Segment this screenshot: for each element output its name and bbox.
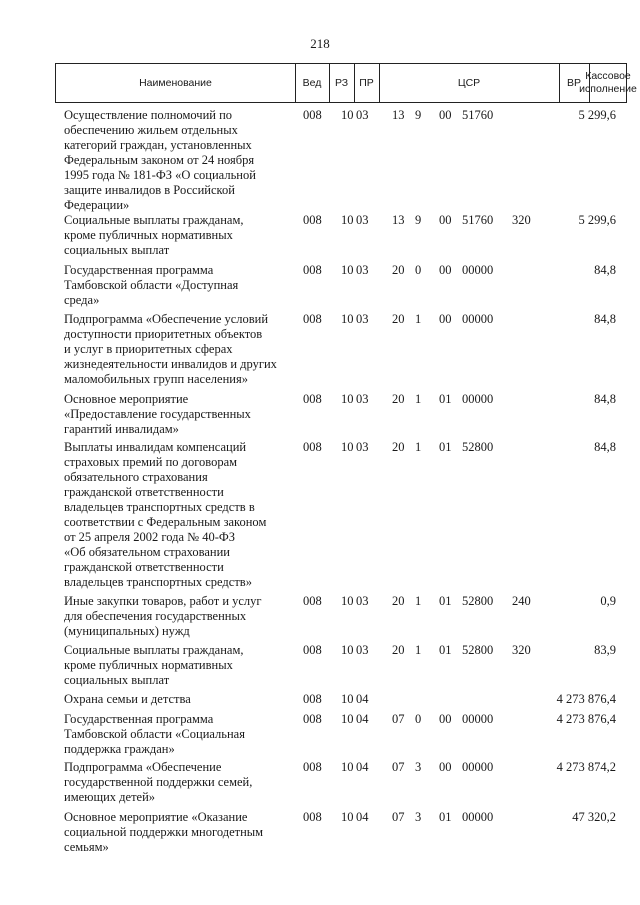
row-csr-direction: 00000 xyxy=(462,263,494,277)
row-ved: 008 xyxy=(303,692,322,706)
row-ved: 008 xyxy=(303,213,322,227)
row-csr-program: 13 xyxy=(392,108,405,122)
row-csr-event: 00 xyxy=(439,760,452,774)
row-sum: 5 299,6 xyxy=(578,108,616,122)
row-sum: 5 299,6 xyxy=(578,213,616,227)
row-csr-program: 20 xyxy=(392,440,405,454)
row-rz: 10 xyxy=(341,643,354,657)
row-csr-event: 00 xyxy=(439,312,452,326)
row-ved: 008 xyxy=(303,810,322,824)
row-rz: 10 xyxy=(341,263,354,277)
row-rz: 10 xyxy=(341,108,354,122)
row-csr-event: 01 xyxy=(439,810,452,824)
row-csr-program: 20 xyxy=(392,392,405,406)
row-csr-subprogram: 1 xyxy=(415,440,422,454)
row-rz: 10 xyxy=(341,712,354,726)
header-rz: РЗ xyxy=(334,76,349,89)
row-rz: 10 xyxy=(341,213,354,227)
row-ved: 008 xyxy=(303,712,322,726)
row-ved: 008 xyxy=(303,440,322,454)
row-pr: 03 xyxy=(356,108,369,122)
row-sum: 4 273 874,2 xyxy=(556,760,616,774)
row-vr: 320 xyxy=(512,643,531,657)
row-csr-subprogram: 1 xyxy=(415,643,422,657)
row-csr-direction: 52800 xyxy=(462,594,494,608)
page-number: 218 xyxy=(310,36,330,51)
row-csr-direction: 00000 xyxy=(462,392,494,406)
row-sum: 84,8 xyxy=(594,263,616,277)
row-sum: 47 320,2 xyxy=(572,810,616,824)
row-csr-event: 00 xyxy=(439,712,452,726)
row-pr: 03 xyxy=(356,440,369,454)
row-name: Подпрограмма «Обеспечение условий доступности приоритетных объектов и услуг в приоритетных сферах жизнедеятельности инвалидов и других маломобильных групп населения» xyxy=(64,312,277,386)
row-csr-subprogram: 9 xyxy=(415,108,422,122)
row-csr-event: 01 xyxy=(439,643,452,657)
row-csr-direction: 51760 xyxy=(462,213,494,227)
row-csr-direction: 51760 xyxy=(462,108,494,122)
header-name: Наименование xyxy=(139,76,212,89)
row-pr: 03 xyxy=(356,312,369,326)
row-rz: 10 xyxy=(341,594,354,608)
row-pr: 04 xyxy=(356,760,369,774)
header-csr: ЦСР xyxy=(457,76,481,89)
row-vr: 320 xyxy=(512,213,531,227)
row-csr-event: 01 xyxy=(439,594,452,608)
row-csr-subprogram: 3 xyxy=(415,760,422,774)
row-name: Основное мероприятие «Предоставление государственных гарантий инвалидам» xyxy=(64,392,251,436)
row-ved: 008 xyxy=(303,312,322,326)
header-sum: Кассовое исполнение xyxy=(579,70,637,95)
row-sum: 84,8 xyxy=(594,440,616,454)
row-rz: 10 xyxy=(341,392,354,406)
row-csr-direction: 00000 xyxy=(462,312,494,326)
row-name: Охрана семьи и детства xyxy=(64,692,191,706)
row-name: Осуществление полномочий по обеспечению жильем отдельных категорий граждан, установленных Федеральным законом от 24 ноября 1995 года № 181-ФЗ «О социальной защите инвалидов в Российской Федерации» xyxy=(64,108,256,212)
row-csr-program: 07 xyxy=(392,712,405,726)
row-csr-direction: 00000 xyxy=(462,810,494,824)
row-csr-direction: 00000 xyxy=(462,712,494,726)
row-rz: 10 xyxy=(341,440,354,454)
row-name: Иные закупки товаров, работ и услуг для обеспечения государственных (муниципальных) нужд xyxy=(64,594,262,638)
row-csr-direction: 00000 xyxy=(462,760,494,774)
row-pr: 04 xyxy=(356,810,369,824)
row-pr: 03 xyxy=(356,263,369,277)
row-csr-program: 07 xyxy=(392,810,405,824)
row-csr-program: 20 xyxy=(392,263,405,277)
row-csr-program: 20 xyxy=(392,312,405,326)
row-rz: 10 xyxy=(341,760,354,774)
row-pr: 03 xyxy=(356,594,369,608)
row-csr-event: 00 xyxy=(439,108,452,122)
row-csr-subprogram: 0 xyxy=(415,712,422,726)
row-sum: 4 273 876,4 xyxy=(556,712,616,726)
row-name: Государственная программа Тамбовской области «Доступная среда» xyxy=(64,263,239,307)
row-csr-subprogram: 3 xyxy=(415,810,422,824)
row-ved: 008 xyxy=(303,392,322,406)
header-vr: ВР xyxy=(566,76,581,89)
row-name: Социальные выплаты гражданам, кроме публичных нормативных социальных выплат xyxy=(64,213,244,257)
row-ved: 008 xyxy=(303,108,322,122)
row-csr-event: 00 xyxy=(439,263,452,277)
row-rz: 10 xyxy=(341,692,354,706)
row-ved: 008 xyxy=(303,594,322,608)
row-csr-direction: 52800 xyxy=(462,440,494,454)
row-sum: 84,8 xyxy=(594,392,616,406)
row-name: Выплаты инвалидам компенсаций страховых премий по договорам обязательного страхования гражданской ответственности владельцев транспортных средств в соответствии с Федеральным законом от 25 апреля 2002 года № 40-ФЗ «Об обязательном страховании гражданской ответственности владельцев транспортных средств» xyxy=(64,440,267,589)
row-sum: 84,8 xyxy=(594,312,616,326)
row-pr: 04 xyxy=(356,692,369,706)
row-csr-program: 07 xyxy=(392,760,405,774)
row-csr-subprogram: 0 xyxy=(415,263,422,277)
row-csr-event: 00 xyxy=(439,213,452,227)
row-ved: 008 xyxy=(303,760,322,774)
row-name: Государственная программа Тамбовской области «Социальная поддержка граждан» xyxy=(64,712,245,756)
row-csr-program: 13 xyxy=(392,213,405,227)
row-name: Основное мероприятие «Оказание социальной поддержки многодетным семьям» xyxy=(64,810,264,854)
row-csr-event: 01 xyxy=(439,392,452,406)
row-csr-subprogram: 1 xyxy=(415,594,422,608)
row-name: Социальные выплаты гражданам, кроме публичных нормативных социальных выплат xyxy=(64,643,244,687)
row-csr-subprogram: 1 xyxy=(415,392,422,406)
header-ved: Вед xyxy=(302,76,322,89)
row-vr: 240 xyxy=(512,594,531,608)
row-pr: 03 xyxy=(356,392,369,406)
row-csr-program: 20 xyxy=(392,594,405,608)
row-name: Подпрограмма «Обеспечение государственной поддержки семей, имеющих детей» xyxy=(64,760,253,804)
header-pr: ПР xyxy=(359,76,374,89)
row-csr-program: 20 xyxy=(392,643,405,657)
row-pr: 04 xyxy=(356,712,369,726)
row-csr-event: 01 xyxy=(439,440,452,454)
row-csr-subprogram: 1 xyxy=(415,312,422,326)
row-sum: 4 273 876,4 xyxy=(556,692,616,706)
row-rz: 10 xyxy=(341,312,354,326)
row-ved: 008 xyxy=(303,263,322,277)
row-rz: 10 xyxy=(341,810,354,824)
row-pr: 03 xyxy=(356,643,369,657)
row-sum: 83,9 xyxy=(594,643,616,657)
row-csr-subprogram: 9 xyxy=(415,213,422,227)
table-header xyxy=(55,63,637,103)
row-sum: 0,9 xyxy=(600,594,616,608)
row-pr: 03 xyxy=(356,213,369,227)
row-csr-direction: 52800 xyxy=(462,643,494,657)
row-ved: 008 xyxy=(303,643,322,657)
